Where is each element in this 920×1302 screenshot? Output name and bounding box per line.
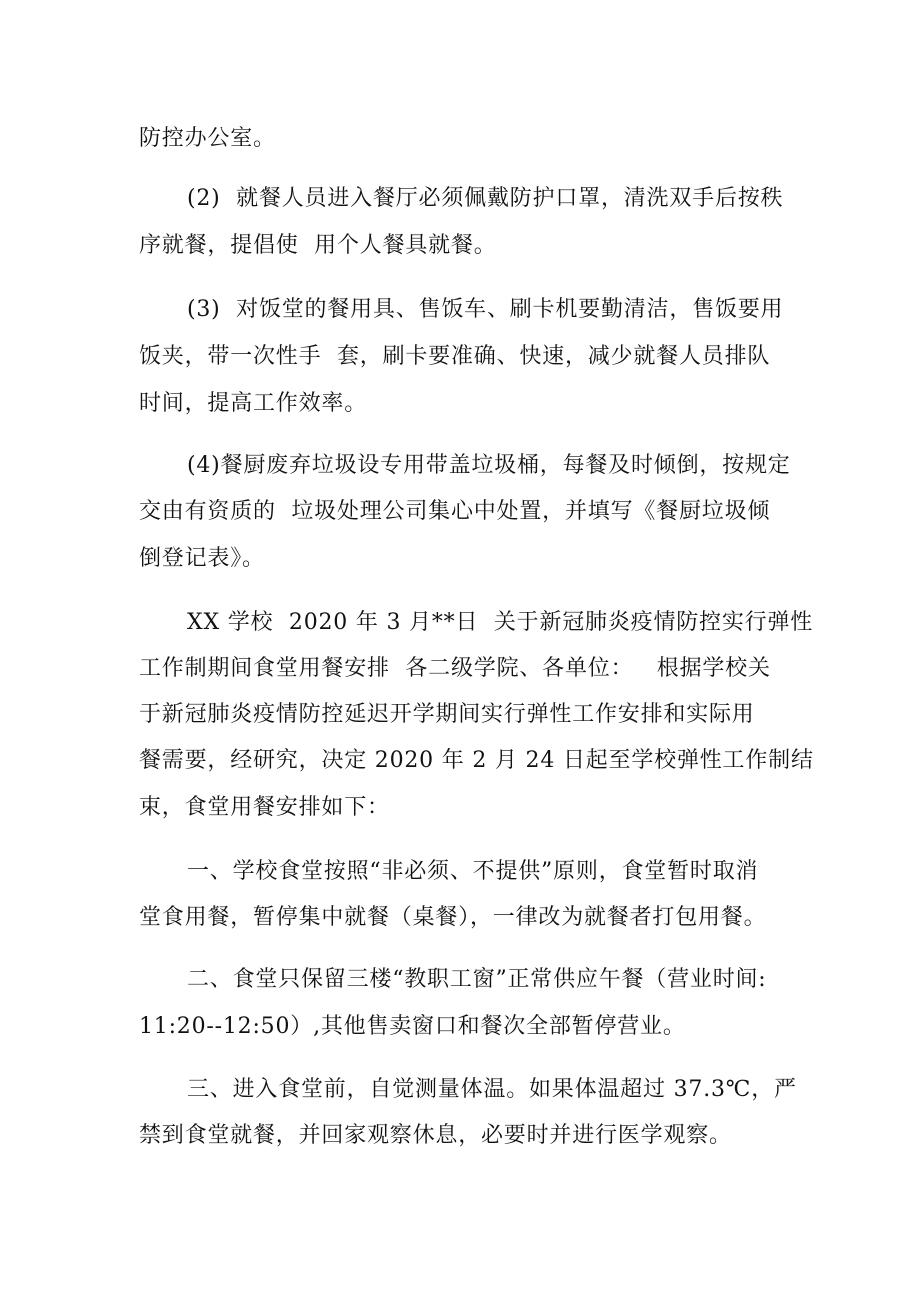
text-line: 三、进入食堂前，自觉测量体温。如果体温超过 37.3℃，严 [187,1077,797,1102]
text-line: 交由有资质的 垃圾处理公司集心中处置，并填写《餐厨垃圾倾 [139,499,771,524]
text-line: 饭夹，带一次性手 套，刷卡要准确、快速，减少就餐人员排队 [139,344,771,369]
text-line: 束，食堂用餐安排如下： [139,795,390,820]
text-line: (2) 就餐人员进入餐厅必须佩戴防护口罩，清洗双手后按秩 [187,186,784,211]
text-line: 餐需要，经研究，决定 2020 年 2 月 24 日起至学校弹性工作制结 [139,748,814,773]
text-line: (4)餐厨废弃垃圾设专用带盖垃圾桶，每餐及时倾倒，按规定 [187,453,791,478]
text-line: 倒登记表》。 [139,546,265,571]
text-line: 于新冠肺炎疫情防控延迟开学期间实行弹性工作安排和实际用 [139,702,755,727]
text-line: 序就餐，提倡使 用个人餐具就餐。 [139,233,497,258]
text-line: 11:20--12:50）,其他售卖窗口和餐次全部暂停营业。 [139,1014,686,1039]
text-line: 堂食用餐，暂停集中就餐（桌餐），一律改为就餐者打包用餐。 [139,905,767,930]
text-line: 时间，提高工作效率。 [139,391,368,416]
text-line: XX 学校 2020 年 3 月**日 关于新冠肺炎疫情防控实行弹性 [187,610,814,635]
text-line: (3) 对饭堂的餐用具、售饭车、刷卡机要勤清洁，售饭要用 [187,297,784,322]
text-line: 二、食堂只保留三楼“教职工窗”正常供应午餐（营业时间: [187,967,767,992]
text-line: 工作制期间食堂用餐安排 各二级学院、各单位： 根据学校关 [139,656,771,681]
text-line: 一、学校食堂按照“非必须、不提供”原则，食堂暂时取消 [187,859,759,884]
text-line: 防控办公室。 [139,126,276,151]
text-line: 禁到食堂就餐，并回家观察休息，必要时并进行医学观察。 [139,1123,732,1148]
